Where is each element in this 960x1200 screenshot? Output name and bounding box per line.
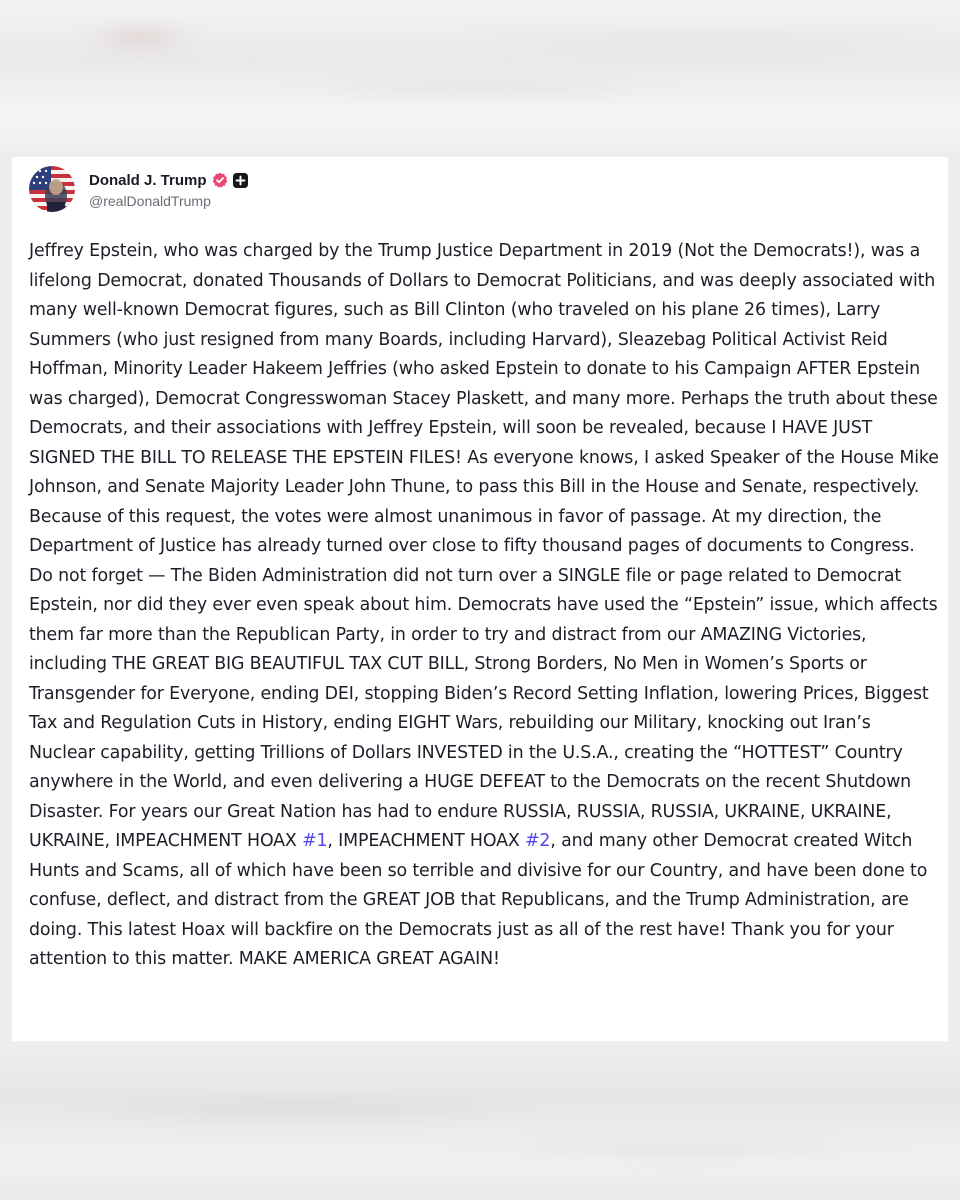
post-body — [29, 237, 941, 975]
verified-badge-icon — [212, 172, 228, 188]
blurred-background-top — [0, 10, 960, 120]
author-info — [89, 169, 248, 209]
post-card — [12, 157, 948, 1041]
post-text: , IMPEACHMENT HOAX — [327, 831, 525, 851]
author-display-name[interactable]: Donald J. Trump — [89, 171, 207, 189]
blurred-background-bottom — [0, 1060, 960, 1180]
post-text: , and many other Democrat created Witch Hunts and Scams, all of which have been so terrible and divisive for our Country, and have been done to confuse, deflect, and distract from the GREAT JOB that Republicans, and the Trump Administration, are doing. This latest Hoax will backfire on the Democrats just as all of the rest have! Thank you for your attention to this matter. MAKE AMERICA GREAT AGAIN! — [29, 831, 928, 969]
hashtag-link[interactable]: #1 — [302, 831, 328, 851]
plus-badge-icon — [233, 173, 248, 188]
avatar[interactable] — [29, 166, 75, 212]
author-name-row — [89, 169, 248, 191]
hashtag-link[interactable]: #2 — [524, 831, 551, 851]
avatar-american-flag-icon — [29, 166, 75, 212]
author-handle[interactable]: @realDonaldTrump — [89, 193, 211, 209]
post-header — [29, 161, 248, 217]
post-text: Jeffrey Epstein, who was charged by the Trump Justice Department in 2019 (Not the Democrats!), was a lifelong Democrat, donated Thousands of Dollars to Democrat Politicians, and was deeply associated with many well-known Democrat figures, such as Bill Clinton (who traveled on his plane 26 times), Larry Summers (who just resigned from many Boards, including Harvard), Sleazebag Political Activist Reid Hoffman, Minority Leader Hakeem Jeffries (who asked Epstein to donate to his Campaign AFTER Epstein was charged), Democrat Congresswoman Stacey Plaskett, and many more. Perhaps the truth about these Democrats, and their associations with Jeffrey Epstein, will soon be revealed, because I HAVE JUST SIGNED THE BILL TO RELEASE THE EPSTEIN FILES! As everyone knows, I asked Speaker of the House Mike Johnson, and Senate Majority Leader John Thune, to pass this Bill in the House and Senate, respectively. Because of this request, the votes were almost unanimous in favor of passage. At my direction, the Department of Justice has already turned over close to fifty thousand pages of documents to Congress. Do not forget — The Biden Administration did not turn over a SINGLE file or page related to Democrat Epstein, nor did they ever even speak about him. Democrats have used the “Epstein” issue, which affects them far more than the Republican Party, in order to try and distract from our AMAZING Victories, including THE GREAT BIG BEAUTIFUL TAX CUT BILL, Strong Borders, No Men in Women’s Sports or Transgender for Everyone, ending DEI, stopping Biden’s Record Setting Inflation, lowering Prices, Biggest Tax and Regulation Cuts in History, ending EIGHT Wars, rebuilding our Military, knocking out Iran’s Nuclear capability, getting Trillions of Dollars INVESTED in the U.S.A., creating the “HOTTEST” Country anywhere in the World, and even delivering a HUGE DEFEAT to the Democrats on the recent Shutdown Disaster. For years our Great Nation has had to endure RUSSIA, RUSSIA, RUSSIA, UKRAINE, UKRAINE, UKRAINE, IMPEACHMENT HOAX — [29, 241, 939, 851]
